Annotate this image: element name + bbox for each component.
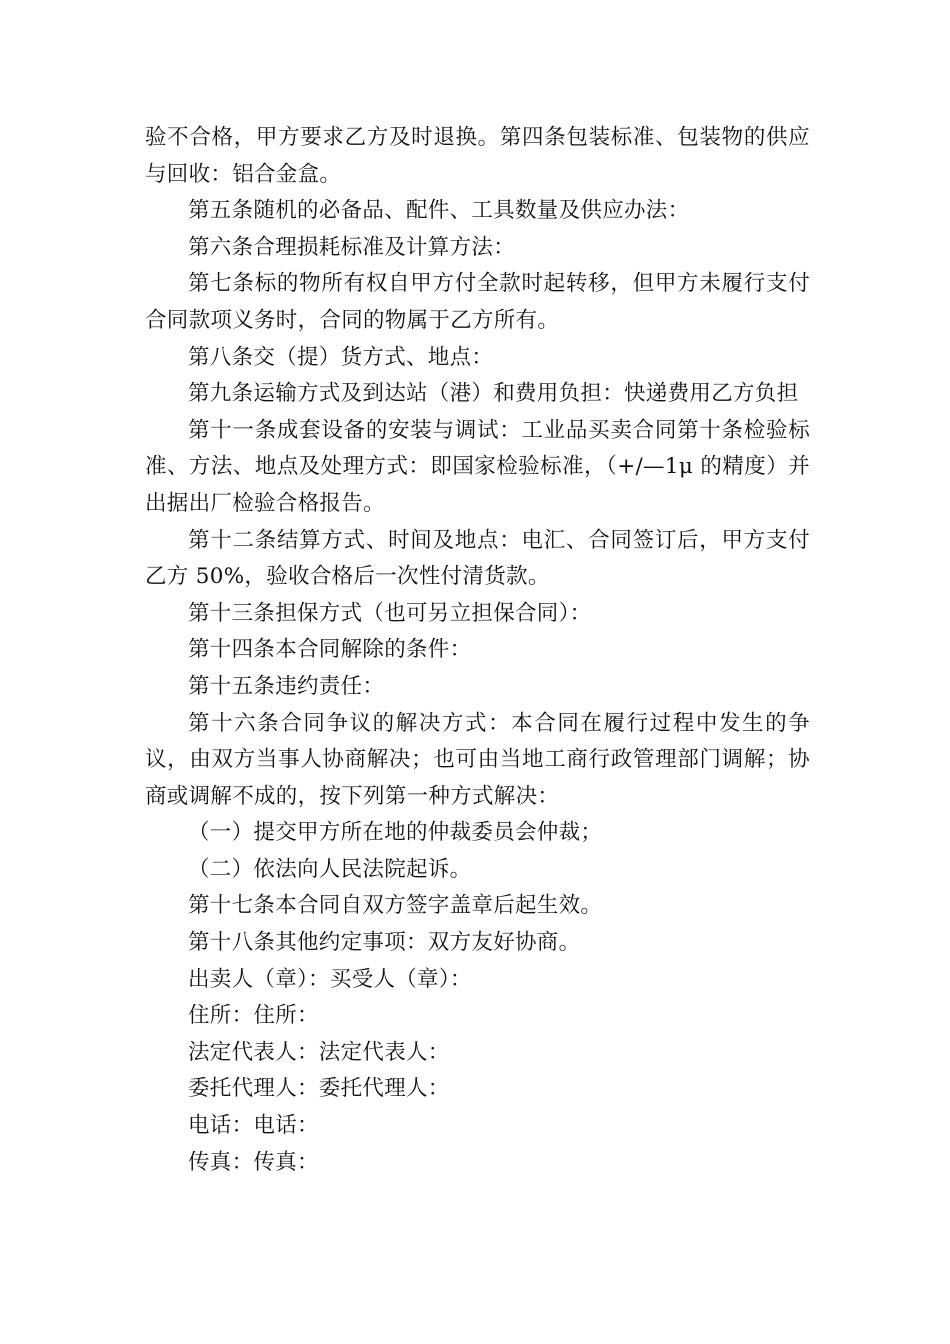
paragraph-clause-5: 第五条随机的必备品、配件、工具数量及供应办法： [188,198,690,224]
authorized-agent-line: 委托代理人：委托代理人： [188,1076,450,1102]
paragraph-option-2: （二）依法向人民法院起诉。 [188,856,472,882]
paragraph-clause-14: 第十四条本合同解除的条件： [188,637,472,663]
legal-representative-line: 法定代表人：法定代表人： [188,1039,450,1065]
paragraph-clause-16: 第十六条合同争议的解决方式：本合同在履行过程中发生的争议，由双方当事人协商解决；也可由当地工商行政管理部门调解；协商或调解不成的，按下列第一种方式解决： [145,710,810,809]
paragraph-clause-13: 第十三条担保方式（也可另立担保合同）： [188,600,592,626]
paragraph-option-1: （一）提交甲方所在地的仲裁委员会仲裁； [188,820,603,846]
fax-line: 传真：传真： [188,1149,319,1175]
signature-parties-line: 出卖人（章）：买受人（章）： [188,966,472,992]
paragraph-clause-18: 第十八条其他约定事项：双方友好协商。 [188,930,581,956]
paragraph-clause-17: 第十七条本合同自双方签字盖章后起生效。 [188,893,603,919]
paragraph-clause-9: 第九条运输方式及到达站（港）和费用负担：快递费用乙方负担 [188,381,799,407]
paragraph-clause-11: 第十一条成套设备的安装与调试：工业品买卖合同第十条检验标准、方法、地点及处理方式：即国家检验标准，（+/—1μ 的精度）并出据出厂检验合格报告。 [145,417,810,516]
phone-line: 电话：电话： [188,1113,319,1139]
paragraph-clause-15: 第十五条违约责任： [188,673,385,699]
address-line: 住所：住所： [188,1003,319,1029]
paragraph-clause-8: 第八条交（提）货方式、地点： [188,344,494,370]
paragraph-clause-6: 第六条合理损耗标准及计算方法： [188,234,516,260]
paragraph-clause-7: 第七条标的物所有权自甲方付全款时起转移，但甲方未履行支付合同款项义务时，合同的物属于乙方所有。 [145,271,810,333]
paragraph-clause-4-continued: 验不合格，甲方要求乙方及时退换。第四条包装标准、包装物的供应与回收：铝合金盒。 [145,125,810,187]
paragraph-clause-12: 第十二条结算方式、时间及地点：电汇、合同签订后，甲方支付乙方 50%，验收合格后一次性付清货款。 [145,527,810,590]
document-body [145,120,810,1181]
